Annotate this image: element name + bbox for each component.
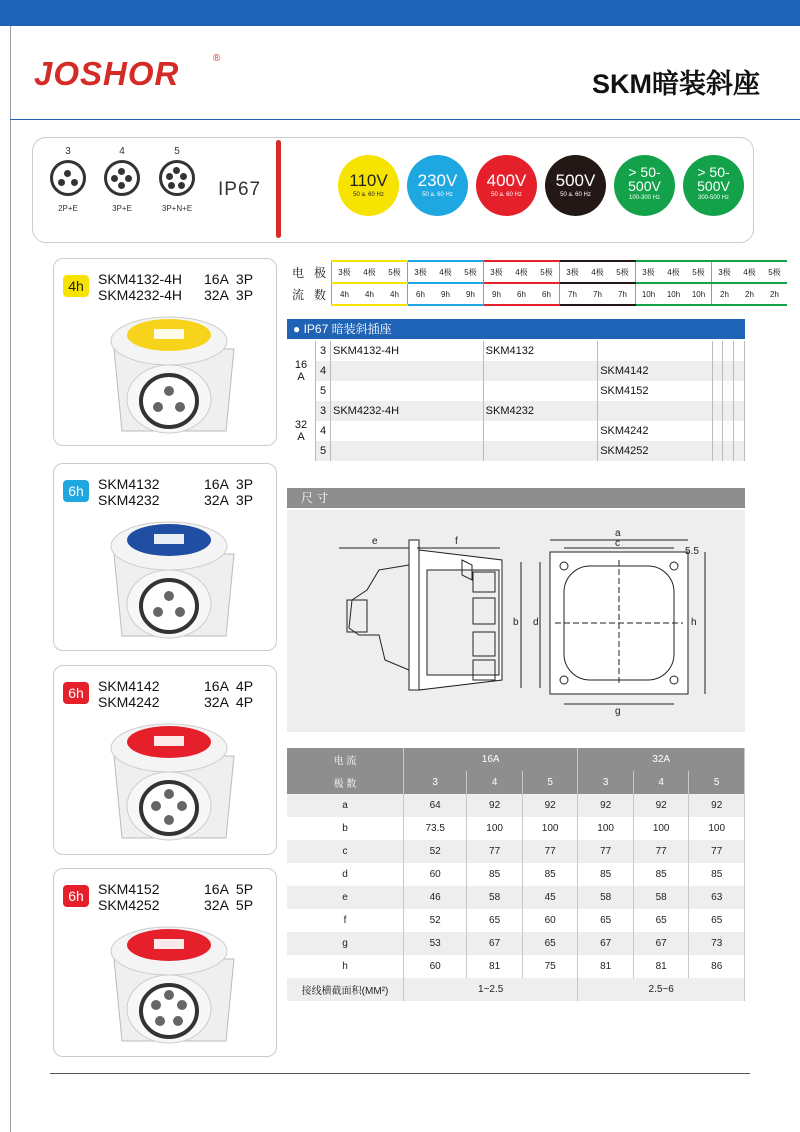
dim-cell: 1~2.5 [404, 978, 578, 1001]
voltage-frequency: 50 a. 60 Hz [560, 192, 591, 198]
model-cell: 4 [316, 421, 331, 441]
model-table-header [287, 319, 745, 339]
dimension-label: f [455, 536, 458, 547]
dim-cell: 接线横截面积(MM²) [287, 978, 404, 1001]
dimension-label: b [513, 617, 519, 628]
dim-cell: 53 [404, 932, 467, 955]
dim-cell: 65 [578, 909, 634, 932]
model-cell: SKM4252 [598, 441, 713, 461]
ip-rating: IP67 [218, 179, 262, 200]
voltage-value: > 50- 500V [697, 164, 730, 194]
dim-cell: 67 [467, 932, 523, 955]
pole-table-cell: 5极 [458, 261, 484, 283]
socket-illustration [94, 919, 244, 1049]
model-cell [331, 361, 484, 381]
page-title: SKM暗装斜座 [592, 69, 760, 99]
pole-table-row [287, 261, 787, 283]
dimension-label: h [691, 617, 697, 628]
plug-pin [173, 167, 180, 174]
model-cell [712, 401, 723, 421]
dimension-label: 5.5 [685, 546, 699, 557]
model-cell [712, 441, 723, 461]
dim-cell: 100 [633, 817, 689, 840]
model-number: SKM4132 [98, 476, 160, 492]
dim-head-cell: 4 [467, 771, 523, 794]
model-cell: 4 [316, 361, 331, 381]
plug-label: 3P+N+E [161, 204, 193, 213]
plug-pin [178, 182, 185, 189]
pole-table-head: 电 [291, 265, 304, 280]
pole-table-cell: 3极 [332, 261, 358, 283]
dim-cell: 92 [578, 794, 634, 817]
dim-cell: 92 [467, 794, 523, 817]
voltage-frequency: 50 a. 60 Hz [353, 192, 384, 198]
dim-cell: 45 [522, 886, 578, 909]
dim-cell: 92 [522, 794, 578, 817]
dim-cell: a [287, 794, 404, 817]
dim-cell: 85 [467, 863, 523, 886]
plug-pin [168, 182, 175, 189]
accent-bar [276, 140, 281, 238]
model-cell [723, 341, 734, 361]
plug-pole-count: 4 [119, 146, 125, 157]
model-table-row [287, 441, 745, 461]
pole-table-cell: 4极 [737, 261, 762, 283]
dim-cell: 73.5 [404, 817, 467, 840]
plug-face [104, 160, 140, 196]
brand-logo: JOSHOR [34, 55, 180, 92]
model-cell [712, 381, 723, 401]
model-cell [331, 421, 484, 441]
dim-cell: 52 [404, 840, 467, 863]
dim-cell: 65 [522, 932, 578, 955]
model-number: SKM4232-4H [98, 287, 183, 303]
model-number: SKM4152 [98, 881, 160, 897]
socket-illustration [94, 716, 244, 846]
dim-cell: 77 [633, 840, 689, 863]
plug-diagram [100, 146, 144, 213]
pole-table-head: 数 [313, 287, 326, 302]
model-cell: SKM4232 [483, 401, 598, 421]
pole-table-cell: 4极 [509, 261, 534, 283]
dim-cell: b [287, 817, 404, 840]
dim-cell: 100 [467, 817, 523, 840]
current-rating: 32 A [287, 401, 316, 461]
dim-cell: g [287, 932, 404, 955]
model-cell [712, 341, 723, 361]
dim-head-cell: 16A [404, 748, 578, 771]
dim-cell: 46 [404, 886, 467, 909]
model-cell [483, 381, 598, 401]
dim-table-row [287, 909, 745, 932]
model-table-row [287, 341, 745, 361]
pole-table-cell: 6h [509, 283, 534, 305]
pole-table-cell: 2h [737, 283, 762, 305]
model-number: SKM4142 [98, 678, 160, 694]
model-table-row [287, 421, 745, 441]
dim-cell: 100 [522, 817, 578, 840]
pole-table-cell: 10h [686, 283, 712, 305]
pole-table-cell: 4极 [661, 261, 686, 283]
dim-head-cell: 极 数 [287, 771, 404, 794]
pole-table-cell: 6h [534, 283, 560, 305]
pole-table-row [287, 283, 787, 305]
model-cell [734, 361, 745, 381]
pole-table-cell: 6h [408, 283, 434, 305]
dim-cell: 81 [578, 955, 634, 978]
dim-table-row [287, 863, 745, 886]
dim-cell: 65 [633, 909, 689, 932]
plug-pin [58, 179, 65, 186]
dim-cell: 73 [689, 932, 745, 955]
dimension-label: d [533, 617, 539, 628]
dimension-label: e [372, 536, 378, 547]
voltage-value: > 50- 500V [628, 164, 661, 194]
dim-cell: 58 [633, 886, 689, 909]
pole-table-cell: 5极 [382, 261, 408, 283]
pole-table-cell: 3极 [712, 261, 738, 283]
model-table-row [287, 401, 745, 421]
dim-cell: 60 [522, 909, 578, 932]
dim-table-footer [287, 978, 745, 1001]
model-cell: SKM4132-4H [331, 341, 484, 361]
model-cell [723, 361, 734, 381]
pole-table-cell: 9h [458, 283, 484, 305]
registered-mark: ® [213, 53, 221, 64]
dimension-label: c [615, 538, 620, 549]
dim-cell: e [287, 886, 404, 909]
dim-cell: 52 [404, 909, 467, 932]
footer-divider [50, 1073, 750, 1074]
product-card [53, 258, 277, 446]
dim-head-cell: 电 流 [287, 748, 404, 771]
dim-cell: 64 [404, 794, 467, 817]
voltage-value: 400V [486, 171, 527, 190]
plug-pin [118, 182, 125, 189]
voltage-badge [683, 155, 744, 216]
dim-cell: 92 [633, 794, 689, 817]
pole-table-cell: 5极 [534, 261, 560, 283]
plug-pin [166, 173, 173, 180]
pole-table-cell: 4h [382, 283, 408, 305]
dimension-label: a [615, 528, 621, 539]
current-rating: 16 A [287, 341, 316, 401]
pole-table-cell: 5极 [762, 261, 787, 283]
dim-head-cell: 32A [578, 748, 745, 771]
model-cell [723, 441, 734, 461]
pole-table-cell: 9h [433, 283, 458, 305]
socket-illustration [94, 514, 244, 644]
pole-table-cell: 2h [762, 283, 787, 305]
model-number: SKM4252 [98, 897, 160, 913]
dim-head-cell: 4 [633, 771, 689, 794]
dim-head-cell: 5 [689, 771, 745, 794]
voltage-value: 230V [417, 171, 458, 190]
model-number: SKM4242 [98, 694, 160, 710]
dim-cell: 60 [404, 955, 467, 978]
drop-icon: ● [293, 322, 301, 336]
pole-table-cell: 7h [610, 283, 636, 305]
dim-cell: 92 [689, 794, 745, 817]
plug-label: 2P+E [58, 204, 78, 213]
pole-table-cell: 3极 [484, 261, 510, 283]
model-cell: SKM4142 [598, 361, 713, 381]
dim-cell: f [287, 909, 404, 932]
dim-cell: c [287, 840, 404, 863]
rating-spec: 32A 5P [204, 897, 254, 913]
model-cell [483, 441, 598, 461]
hour-badge: 6h [63, 885, 89, 907]
dim-table-row [287, 955, 745, 978]
plug-pin [71, 179, 78, 186]
plug-diagram [46, 146, 90, 213]
model-cell [734, 401, 745, 421]
dim-table-row [287, 886, 745, 909]
plug-pin [64, 170, 71, 177]
rating-spec: 16A 3P [204, 271, 254, 287]
voltage-badge [338, 155, 399, 216]
voltage-frequency: 50 a. 60 Hz [491, 192, 522, 198]
dim-cell: 85 [633, 863, 689, 886]
model-cell: SKM4132 [483, 341, 598, 361]
socket-illustration [94, 309, 244, 439]
voltage-badge [407, 155, 468, 216]
plug-diagram [155, 146, 199, 213]
dim-cell: 75 [522, 955, 578, 978]
voltage-frequency: 50 a. 60 Hz [422, 192, 453, 198]
model-number: SKM4232 [98, 492, 160, 508]
dim-cell: 100 [578, 817, 634, 840]
dim-cell: 77 [689, 840, 745, 863]
pole-hour-table [287, 260, 787, 306]
model-cell: SKM4152 [598, 381, 713, 401]
dim-table-row [287, 817, 745, 840]
hour-badge: 4h [63, 275, 89, 297]
pole-table-cell: 3极 [408, 261, 434, 283]
pole-table-cell: 7h [560, 283, 586, 305]
plug-face [159, 160, 195, 196]
pole-table-cell: 9h [484, 283, 510, 305]
voltage-value: 110V [349, 171, 388, 190]
model-cell: 3 [316, 401, 331, 421]
model-number: SKM4132-4H [98, 271, 183, 287]
model-table-row [287, 381, 745, 401]
dim-cell: 85 [522, 863, 578, 886]
plug-pin [125, 175, 132, 182]
left-rule [10, 26, 11, 1132]
dim-cell: h [287, 955, 404, 978]
pole-table-cell: 7h [585, 283, 610, 305]
pole-table-cell: 10h [661, 283, 686, 305]
dim-cell: d [287, 863, 404, 886]
dim-cell: 77 [578, 840, 634, 863]
pole-table-cell: 4极 [585, 261, 610, 283]
model-cell [723, 421, 734, 441]
pole-table-cell: 4极 [357, 261, 382, 283]
model-cell [331, 381, 484, 401]
pole-table-cell: 2h [712, 283, 738, 305]
dimension-header [287, 488, 745, 508]
pole-table-cell: 3极 [636, 261, 662, 283]
top-bar [0, 0, 800, 26]
model-cell [712, 361, 723, 381]
pole-table-cell: 10h [636, 283, 662, 305]
rating-spec: 16A 4P [204, 678, 254, 694]
pole-table-cell: 4h [332, 283, 358, 305]
dim-table-header [287, 748, 745, 771]
model-cell [734, 441, 745, 461]
dimension-drawing [287, 510, 745, 732]
dim-head-cell: 5 [522, 771, 578, 794]
product-card [53, 868, 277, 1057]
pole-table-cell: 3极 [560, 261, 586, 283]
plug-pin [180, 173, 187, 180]
dim-cell: 58 [467, 886, 523, 909]
rating-spec: 16A 5P [204, 881, 254, 897]
hour-badge: 6h [63, 682, 89, 704]
plug-pole-count: 5 [174, 146, 180, 157]
model-cell [712, 421, 723, 441]
dimension-table [287, 748, 745, 1001]
voltage-value: 500V [555, 171, 596, 190]
pole-table-cell: 4h [357, 283, 382, 305]
model-cell: 5 [316, 441, 331, 461]
model-cell: SKM4242 [598, 421, 713, 441]
rating-spec: 32A 3P [204, 492, 254, 508]
plug-pin [111, 175, 118, 182]
model-table [287, 341, 745, 461]
product-card [53, 463, 277, 651]
plug-label: 3P+E [112, 204, 132, 213]
voltage-badge [614, 155, 675, 216]
pole-table-cell: 5极 [610, 261, 636, 283]
pole-table-cell: 5极 [686, 261, 712, 283]
dimension-drawing-area [287, 510, 745, 732]
model-cell [483, 421, 598, 441]
pole-table-head: 极 [313, 265, 326, 280]
dim-cell: 81 [633, 955, 689, 978]
dim-cell: 60 [404, 863, 467, 886]
model-cell: SKM4232-4H [331, 401, 484, 421]
model-table-row [287, 361, 745, 381]
dim-table-header [287, 771, 745, 794]
dim-cell: 2.5~6 [578, 978, 745, 1001]
dim-cell: 77 [467, 840, 523, 863]
voltage-badge [476, 155, 537, 216]
model-cell [598, 401, 713, 421]
dimension-label: g [615, 706, 621, 717]
model-cell [734, 341, 745, 361]
model-cell [723, 381, 734, 401]
rating-spec: 16A 3P [204, 476, 254, 492]
model-table-title: IP67 暗装斜插座 [303, 322, 392, 336]
model-cell [483, 361, 598, 381]
model-cell [331, 441, 484, 461]
voltage-frequency: 100-300 Hz [628, 195, 661, 201]
dim-head-cell: 3 [404, 771, 467, 794]
dim-cell: 86 [689, 955, 745, 978]
voltage-badge [545, 155, 606, 216]
model-cell [723, 401, 734, 421]
dim-table-row [287, 840, 745, 863]
plug-pole-count: 3 [65, 146, 71, 157]
dim-cell: 65 [467, 909, 523, 932]
plug-face [50, 160, 86, 196]
pole-table-cell: 4极 [433, 261, 458, 283]
dim-table-row [287, 794, 745, 817]
dim-cell: 67 [578, 932, 634, 955]
dim-table-row [287, 932, 745, 955]
dim-cell: 77 [522, 840, 578, 863]
dim-cell: 85 [578, 863, 634, 886]
pole-table-head: 流 [291, 287, 304, 302]
dim-cell: 58 [578, 886, 634, 909]
rating-spec: 32A 4P [204, 694, 254, 710]
model-cell [734, 421, 745, 441]
dim-cell: 81 [467, 955, 523, 978]
voltage-frequency: 300-500 Hz [697, 195, 730, 201]
dimension-title: 尺 寸 [301, 491, 329, 505]
plug-pin [118, 168, 125, 175]
dim-head-cell: 3 [578, 771, 634, 794]
dim-cell: 67 [633, 932, 689, 955]
model-cell: 5 [316, 381, 331, 401]
header-divider [10, 119, 800, 120]
dim-cell: 85 [689, 863, 745, 886]
dim-cell: 100 [689, 817, 745, 840]
model-cell [598, 341, 713, 361]
dim-cell: 63 [689, 886, 745, 909]
model-cell [734, 381, 745, 401]
rating-spec: 32A 3P [204, 287, 254, 303]
hour-badge: 6h [63, 480, 89, 502]
model-cell: 3 [316, 341, 331, 361]
product-card [53, 665, 277, 855]
dim-cell: 65 [689, 909, 745, 932]
